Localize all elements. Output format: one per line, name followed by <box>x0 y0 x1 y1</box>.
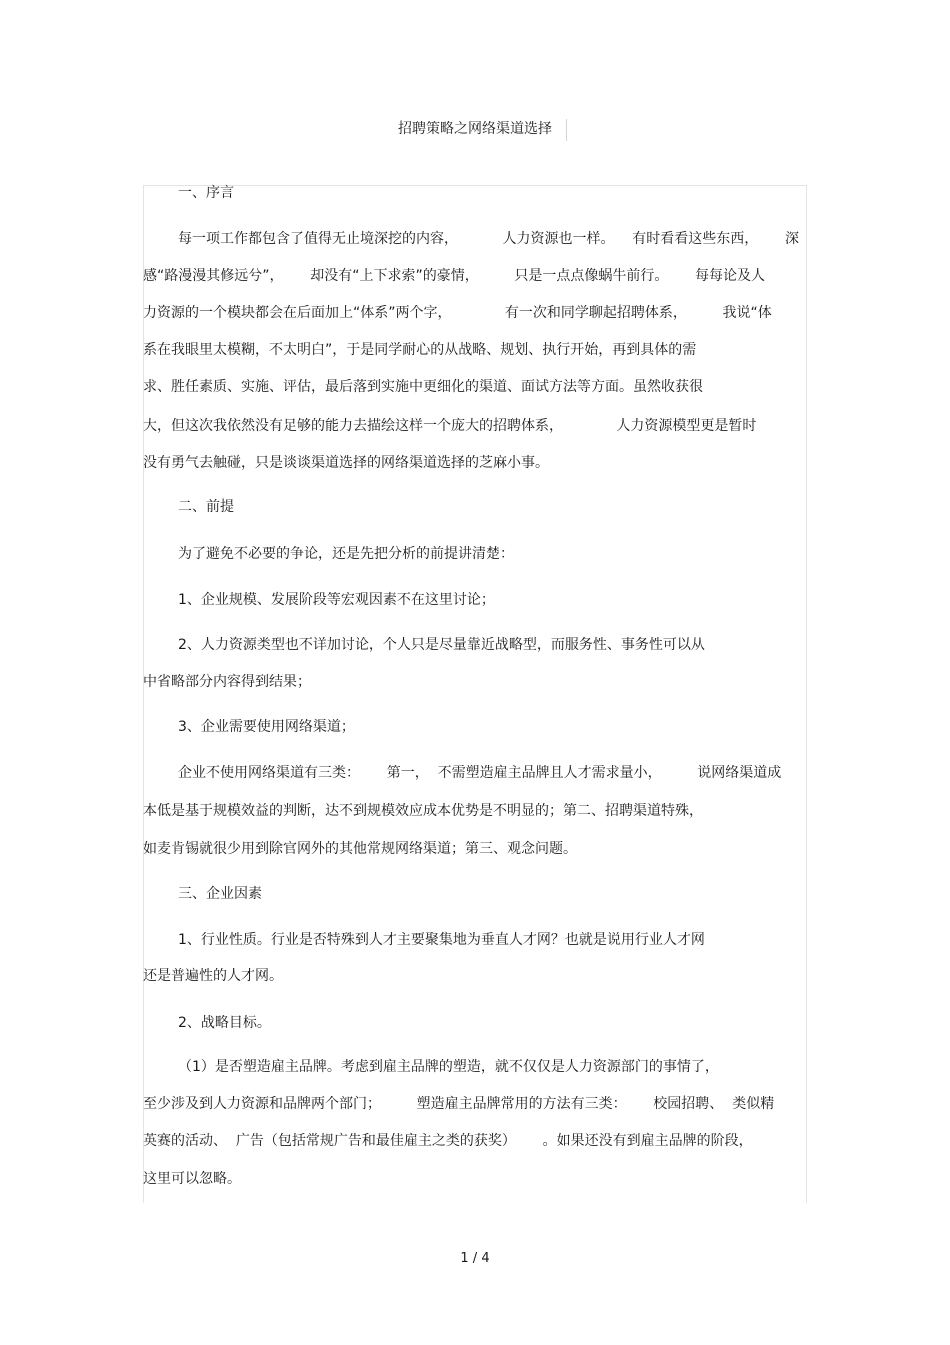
paragraph-line: 本低是基于规模效益的判断，达不到规模效应成本优势是不明显的；第二、招聘渠道特殊， <box>143 803 703 819</box>
page-indicator: 1 / 4 <box>460 1251 490 1266</box>
title-divider <box>566 119 567 141</box>
paragraph-line: 为了避免不必要的争论，还是先把分析的前提讲清楚： <box>178 546 514 562</box>
paragraph-line: 企业不使用网络渠道有三类： 第一， 不需塑造雇主品牌且人才需求量小， 说网络渠道成 <box>178 765 782 781</box>
paragraph-line: （1）是否塑造雇主品牌。考虑到雇主品牌的塑造，就不仅仅是人力资源部门的事情了， <box>178 1059 719 1075</box>
text-frame-top-border <box>143 185 807 186</box>
paragraph-line: 每一项工作都包含了值得无止境深挖的内容， 人力资源也一样。 有时看看这些东西， 深 <box>178 231 800 247</box>
paragraph-line: 至少涉及到人力资源和品牌两个部门； 塑造雇主品牌常用的方法有三类： 校园招聘、 类似精 <box>143 1096 775 1112</box>
paragraph-line: 这里可以忽略。 <box>143 1171 241 1187</box>
paragraph-line: 力资源的一个模块都会在后面加上“体系”两个字， 有一次和同学聊起招聘体系， 我说“体 <box>143 305 772 321</box>
paragraph-line: 还是普遍性的人才网。 <box>143 968 283 984</box>
paragraph-line: 没有勇气去触碰，只是谈谈渠道选择的网络渠道选择的芝麻小事。 <box>143 455 549 471</box>
paragraph-line: 中省略部分内容得到结果； <box>143 674 311 690</box>
paragraph-line: 系在我眼里太模糊，不太明白”，于是同学耐心的从战略、规划、执行开始，再到具体的需 <box>143 342 697 358</box>
paragraph-line: 英赛的活动、 广告（包括常规广告和最佳雇主之类的获奖） 。如果还没有到雇主品牌的阶段， <box>143 1133 753 1149</box>
section-heading-enterprise-factors: 三、企业因素 <box>178 886 262 902</box>
section-heading-preface: 一、序言 <box>178 185 234 201</box>
document-title: 招聘策略之网络渠道选择 <box>398 121 552 137</box>
paragraph-line: 感“路漫漫其修远兮”， 却没有“上下求索”的豪情， 只是一点点像蜗牛前行。 每每论及人 <box>143 268 766 284</box>
list-item: 3、企业需要使用网络渠道； <box>178 719 355 735</box>
list-item: 2、人力资源类型也不详加讨论，个人只是尽量靠近战略型，而服务性、事务性可以从 <box>178 637 705 653</box>
paragraph-line: 大，但这次我依然没有足够的能力去描绘这样一个庞大的招聘体系， 人力资源模型更是暂时 <box>143 418 757 434</box>
section-heading-premise: 二、前提 <box>178 499 234 515</box>
list-item: 1、企业规模、发展阶段等宏观因素不在这里讨论； <box>178 592 495 608</box>
text-frame-right-border <box>806 185 807 1203</box>
list-item: 2、战略目标。 <box>178 1015 271 1031</box>
text-frame-left-border <box>143 185 144 1203</box>
paragraph-line: 求、胜任素质、实施、评估，最后落到实施中更细化的渠道、面试方法等方面。虽然收获很 <box>143 379 703 395</box>
paragraph-line: 如麦肯锡就很少用到除官网外的其他常规网络渠道；第三、观念问题。 <box>143 841 577 857</box>
list-item: 1、行业性质。行业是否特殊到人才主要聚集地为垂直人才网？也就是说用行业人才网 <box>178 932 705 948</box>
